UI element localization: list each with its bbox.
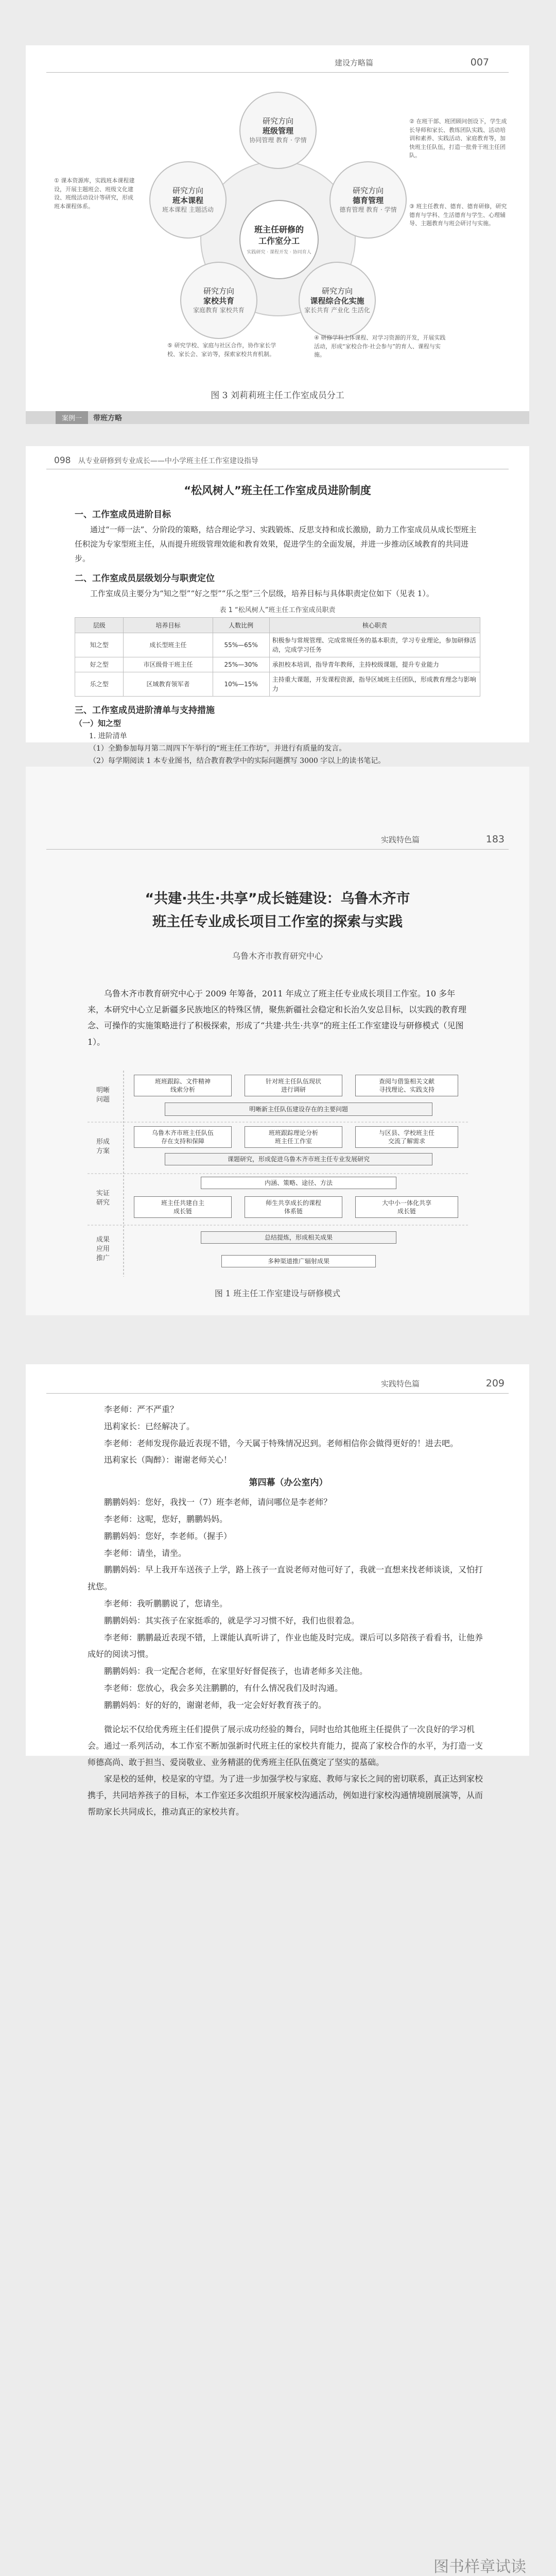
page-gap xyxy=(0,1315,555,1364)
checklist-heading: 1. 进阶清单 xyxy=(89,732,127,740)
petal-moral-management: 研究方向 德育管理 德育管理 教育 · 学情 xyxy=(329,161,407,239)
table-cell: 区域教育领军者 xyxy=(124,672,213,697)
table-header: 核心职责 xyxy=(269,618,480,633)
petal-class-curriculum: 研究方向 班本课程 班本课程 主题活动 xyxy=(149,161,227,239)
article-title: “松风树人”班主任工作室成员进阶制度 xyxy=(184,484,371,497)
flow-box: 班主任共建自主 成长链 xyxy=(134,1196,232,1218)
section-3-subtitle: （一）知之型 xyxy=(75,719,121,728)
dialogue-line: 李老师：鹏鹏最近表现不错，上课能认真听讲了，作业也能及时完成。课后可以多陪孩子看看书，让他养成好的阅读习惯。 xyxy=(88,1632,483,1659)
flow-box: 班班跟踪理论分析 班主任工作室 xyxy=(245,1126,342,1148)
page-2 xyxy=(26,446,529,765)
note-right-top: ② 在班干部、班团顾问创设下，学生成长导师和家长、教练团队实践、活动培训和素养、实践活动、家庭教育等，加快班主任队伍，打造一批骨干班主任团队。 xyxy=(409,118,507,159)
center-title: 班主任研修的 工作室分工 xyxy=(254,224,304,246)
note-right-mid: ③ 班主任教育、德育、德育研修，研究德育与学科、生活德育与学生、心理辅导、主题教育与班会研讨与实施。 xyxy=(409,203,507,227)
running-header xyxy=(54,455,258,466)
duties-table xyxy=(75,617,480,697)
flow-box: 班班跟踪、文件精神 线索分析 xyxy=(134,1075,232,1096)
dialogue-line: 李老师：请坐，请坐。 xyxy=(104,1548,187,1558)
petal-class-management: 研究方向 班级管理 协同管理 教育 · 学情 xyxy=(239,92,317,169)
section-3-title: 三、工作室成员进阶清单与支持措施 xyxy=(75,705,215,716)
flow-box: 针对班主任队伍现状 进行调研 xyxy=(245,1075,342,1096)
title-line-2: 班主任专业成长项目工作室的探索与实践 xyxy=(152,913,403,930)
dialogue-line: 李老师：严不严重？ xyxy=(104,1404,179,1414)
flow-box: 与区县、学校班主任 交流了解需求 xyxy=(355,1126,458,1148)
dialogue-line: 鹏鹏妈妈：您好，李老师。（握手） xyxy=(104,1531,232,1541)
stage-label: 形成 方案 xyxy=(96,1138,110,1156)
closing-paragraph: 家是校的延伸，校是家的守望。为了进一步加强学校与家庭、教师与家长之间的密切联系，真正达到家校携手，共同培养孩子的目标，本工作室还多次组织开展家校沟通活动，例如进行家校沟通情境剧展演等，从而帮助家长共同成长，推动真正的家校共育。 xyxy=(88,1773,483,1817)
table-cell: 承担校本培训，指导青年教师，主持校级课题，提升专业能力 xyxy=(269,657,480,672)
running-header xyxy=(381,834,505,845)
running-header xyxy=(381,1378,505,1389)
dialogue-line: 鹏鹏妈妈：我一定配合老师，在家里好好督促孩子，也请老师多关注他。 xyxy=(104,1666,368,1676)
flow-box: 乌鲁木齐市班主任队伍 存在支持和保障 xyxy=(134,1126,232,1148)
checklist-item: （1）全勤参加每月第二周四下午举行的“班主任工作坊”，并进行有质量的发言。 xyxy=(89,744,346,753)
checklist-item: （2）每学期阅读 1 本专业图书，结合教育教学中的实际问题撰写 3000 字以上的读书笔记。 xyxy=(89,756,386,765)
table-row xyxy=(75,657,480,672)
flow-bar: 多种渠道推广辐射成果 xyxy=(221,1255,376,1267)
table-cell: 主持重大课题，开发课程资源，指导区域班主任团队，形成教育理念与影响力 xyxy=(269,672,480,697)
note-bottom-right: ④ 研修学科主体课程、对学习资源的开发，开展实践活动，形成“家校合作·社会参与”的育人、课程与实施。 xyxy=(314,334,446,358)
dialogue-line: 李老师：这呢，您好，鹏鹏妈妈。 xyxy=(104,1514,228,1524)
flow-bar: 明晰新主任队伍建设存在的主要问题 xyxy=(165,1103,432,1116)
flow-box: 师生共享成长的课程 体系链 xyxy=(245,1196,342,1218)
table-header-row xyxy=(75,618,480,633)
table-cell: 市区级骨干班主任 xyxy=(124,657,213,672)
dialogue-line: 鹏鹏妈妈：好的好的，谢谢老师，我一定会好好教育孩子的。 xyxy=(104,1700,327,1710)
header-rule xyxy=(46,72,509,73)
flow-frame xyxy=(88,1071,468,1277)
flow-bar: 总结提炼，形成相关成果 xyxy=(201,1231,396,1244)
page-number: 098 xyxy=(54,455,71,466)
article-title xyxy=(26,888,529,934)
figure-caption: 图 1 班主任工作室建设与研修模式 xyxy=(214,1289,341,1298)
page-1 xyxy=(26,45,529,424)
sample-watermark: 图书样章试读 xyxy=(433,2558,526,2576)
dialogue-line: 李老师：老师发现你最近表现不错，今天属于特殊情况迟到。老师相信你会做得更好的！进去吧。 xyxy=(104,1438,459,1448)
table-cell: 55%—65% xyxy=(213,633,269,657)
table-caption: 表 1 “松风树人”班主任工作室成员职责 xyxy=(219,606,336,614)
note-left: ① 课本资源库，实践班本课程建设，开展主题班会、班级文化建设、班级活动设计等研究，形成班本课程体系。 xyxy=(54,177,135,210)
page-number: 007 xyxy=(470,57,489,68)
flow-bar: 课题研究，形成促进乌鲁木齐市班主任专业发展研究 xyxy=(165,1153,432,1165)
table-row xyxy=(75,672,480,697)
table-row xyxy=(75,633,480,657)
table-cell: 10%—15% xyxy=(213,672,269,697)
table-cell: 乐之型 xyxy=(75,672,124,697)
flow-diagram xyxy=(88,1071,468,1277)
dialogue-line: 迅莉家长（陶醉）：谢谢老师关心！ xyxy=(104,1455,232,1465)
section-2-title: 二、工作室成员层级划分与职责定位 xyxy=(75,573,215,584)
page-number: 209 xyxy=(485,1378,505,1389)
table-cell: 成长型班主任 xyxy=(124,633,213,657)
petal-home-school: 研究方向 家校共育 家庭教育 家校共育 xyxy=(180,262,257,339)
footer-band xyxy=(26,411,529,424)
dialogue-line: 鹏鹏妈妈：其实孩子在家挺乖的，就是学习习惯不好，我们也很着急。 xyxy=(104,1615,360,1625)
table-header: 层级 xyxy=(75,618,124,633)
dialogue-line: 迅莉家长：已经解决了。 xyxy=(104,1421,195,1431)
page-number: 183 xyxy=(485,834,505,845)
section-1-body: 通过“一师一法”、分阶段的策略，结合理论学习、实践锻炼、反思支持和成长激励，助力工作室成员从成长型班主任积淀为专家型班主任，从而提升班级管理效能和教育效果，促进学生的全面发展，并进一步推动区域教育的共同进步。 xyxy=(75,525,477,563)
table-cell: 积极参与常规管理、完成常规任务的基本职责，学习专业理论，参加研修活动，完成学习任务 xyxy=(269,633,480,657)
footer-badge: 案例一 xyxy=(56,411,88,424)
intro-paragraph: 乌鲁木齐市教育研究中心于 2009 年筹备，2011 年成立了班主任专业成长项目工作室。10 多年来，本研究中心立足新疆多民族地区的特殊区情，聚焦新疆社会稳定和长治久安总目标，以实践的教育理念、可操作的实施策略进行了积极探索，形成了“共建·共生·共享”的班主任工作室建设与研修模式（见图 1）。 xyxy=(88,989,467,1047)
figure-caption: 图 3 刘莉莉班主任工作室成员分工 xyxy=(211,391,344,401)
running-header xyxy=(335,57,489,68)
dialogue-line: 鹏鹏妈妈：您好，我找一（7）班李老师，请问哪位是李老师？ xyxy=(104,1497,332,1507)
note-bottom-left: ⑤ 研究学校、家庭与社区合作，协作家长学校、家长会、家访等，探索家校共育机制。 xyxy=(167,342,276,358)
center-subtitle: 实践研究 · 课程开发 · 协同育人 xyxy=(247,250,311,256)
author: 乌鲁木齐市教育研究中心 xyxy=(232,951,323,961)
table-header: 人数比例 xyxy=(213,618,269,633)
stage-label: 实证 研究 xyxy=(96,1190,110,1207)
article-body xyxy=(75,482,480,779)
flow-bar: 内涵、策略、途径、方法 xyxy=(201,1177,396,1189)
header-rule xyxy=(46,849,509,850)
running-title: 实践特色篇 xyxy=(381,835,420,844)
header-rule xyxy=(46,1393,509,1394)
dialogue-line: 鹏鹏妈妈：早上我开车送孩子上学，路上孩子一直说老师对他可好了，我就一直想来找老师谈谈，又怕打扰您。 xyxy=(88,1565,483,1592)
diagram-center xyxy=(239,200,319,279)
section-2-body: 工作室成员主要分为“知之型”“好之型”“乐之型”三个层级，培养目标与具体职责定位如下（见表 1）。 xyxy=(90,589,434,599)
footer-label: 带班方略 xyxy=(93,414,123,422)
section-1-title: 一、工作室成员进阶目标 xyxy=(75,510,171,520)
closing-paragraph: 微论坛不仅给优秀班主任们提供了展示成功经验的舞台，同时也给其他班主任提供了一次良好的学习机会。通过一系列活动，本工作室不断加强新时代班主任的家校共育能力，提高了家校合作的水平，为打造一支师德高尚、敢于担当、爱岗敬业、业务精湛的优秀班主任队伍奠定了坚实的基础。 xyxy=(88,1724,483,1767)
title-line-1: “共建·共生·共享”成长链建设：乌鲁木齐市 xyxy=(145,891,410,907)
running-title: 实践特色篇 xyxy=(381,1379,420,1388)
page-4-body xyxy=(88,1401,489,1820)
running-title: 从专业研修到专业成长——中小学班主任工作室建设指导 xyxy=(78,457,258,465)
table-cell: 好之型 xyxy=(75,657,124,672)
stage-label: 明晰 问题 xyxy=(96,1087,110,1104)
table-cell: 知之型 xyxy=(75,633,124,657)
dialogue-line: 李老师：您放心，我会多关注鹏鹏的，有什么情况我们及时沟通。 xyxy=(104,1683,343,1693)
table-header: 培养目标 xyxy=(124,618,213,633)
flow-box: 查阅与借鉴相关文献 寻找理论、实践支持 xyxy=(355,1075,458,1096)
table-cell: 25%—30% xyxy=(213,657,269,672)
stage-label: 成果 应用 推广 xyxy=(96,1236,110,1263)
running-title: 建设方略篇 xyxy=(335,58,374,67)
scene-heading: 第四幕（办公室内） xyxy=(249,1478,328,1488)
flow-box: 大中小一体化共享 成长链 xyxy=(355,1196,458,1218)
dialogue-line: 李老师：我听鹏鹏说了，您请坐。 xyxy=(104,1598,228,1608)
petal-curriculum: 研究方向 课程综合化实施 家长共育 产业化 生活化 xyxy=(299,262,376,339)
